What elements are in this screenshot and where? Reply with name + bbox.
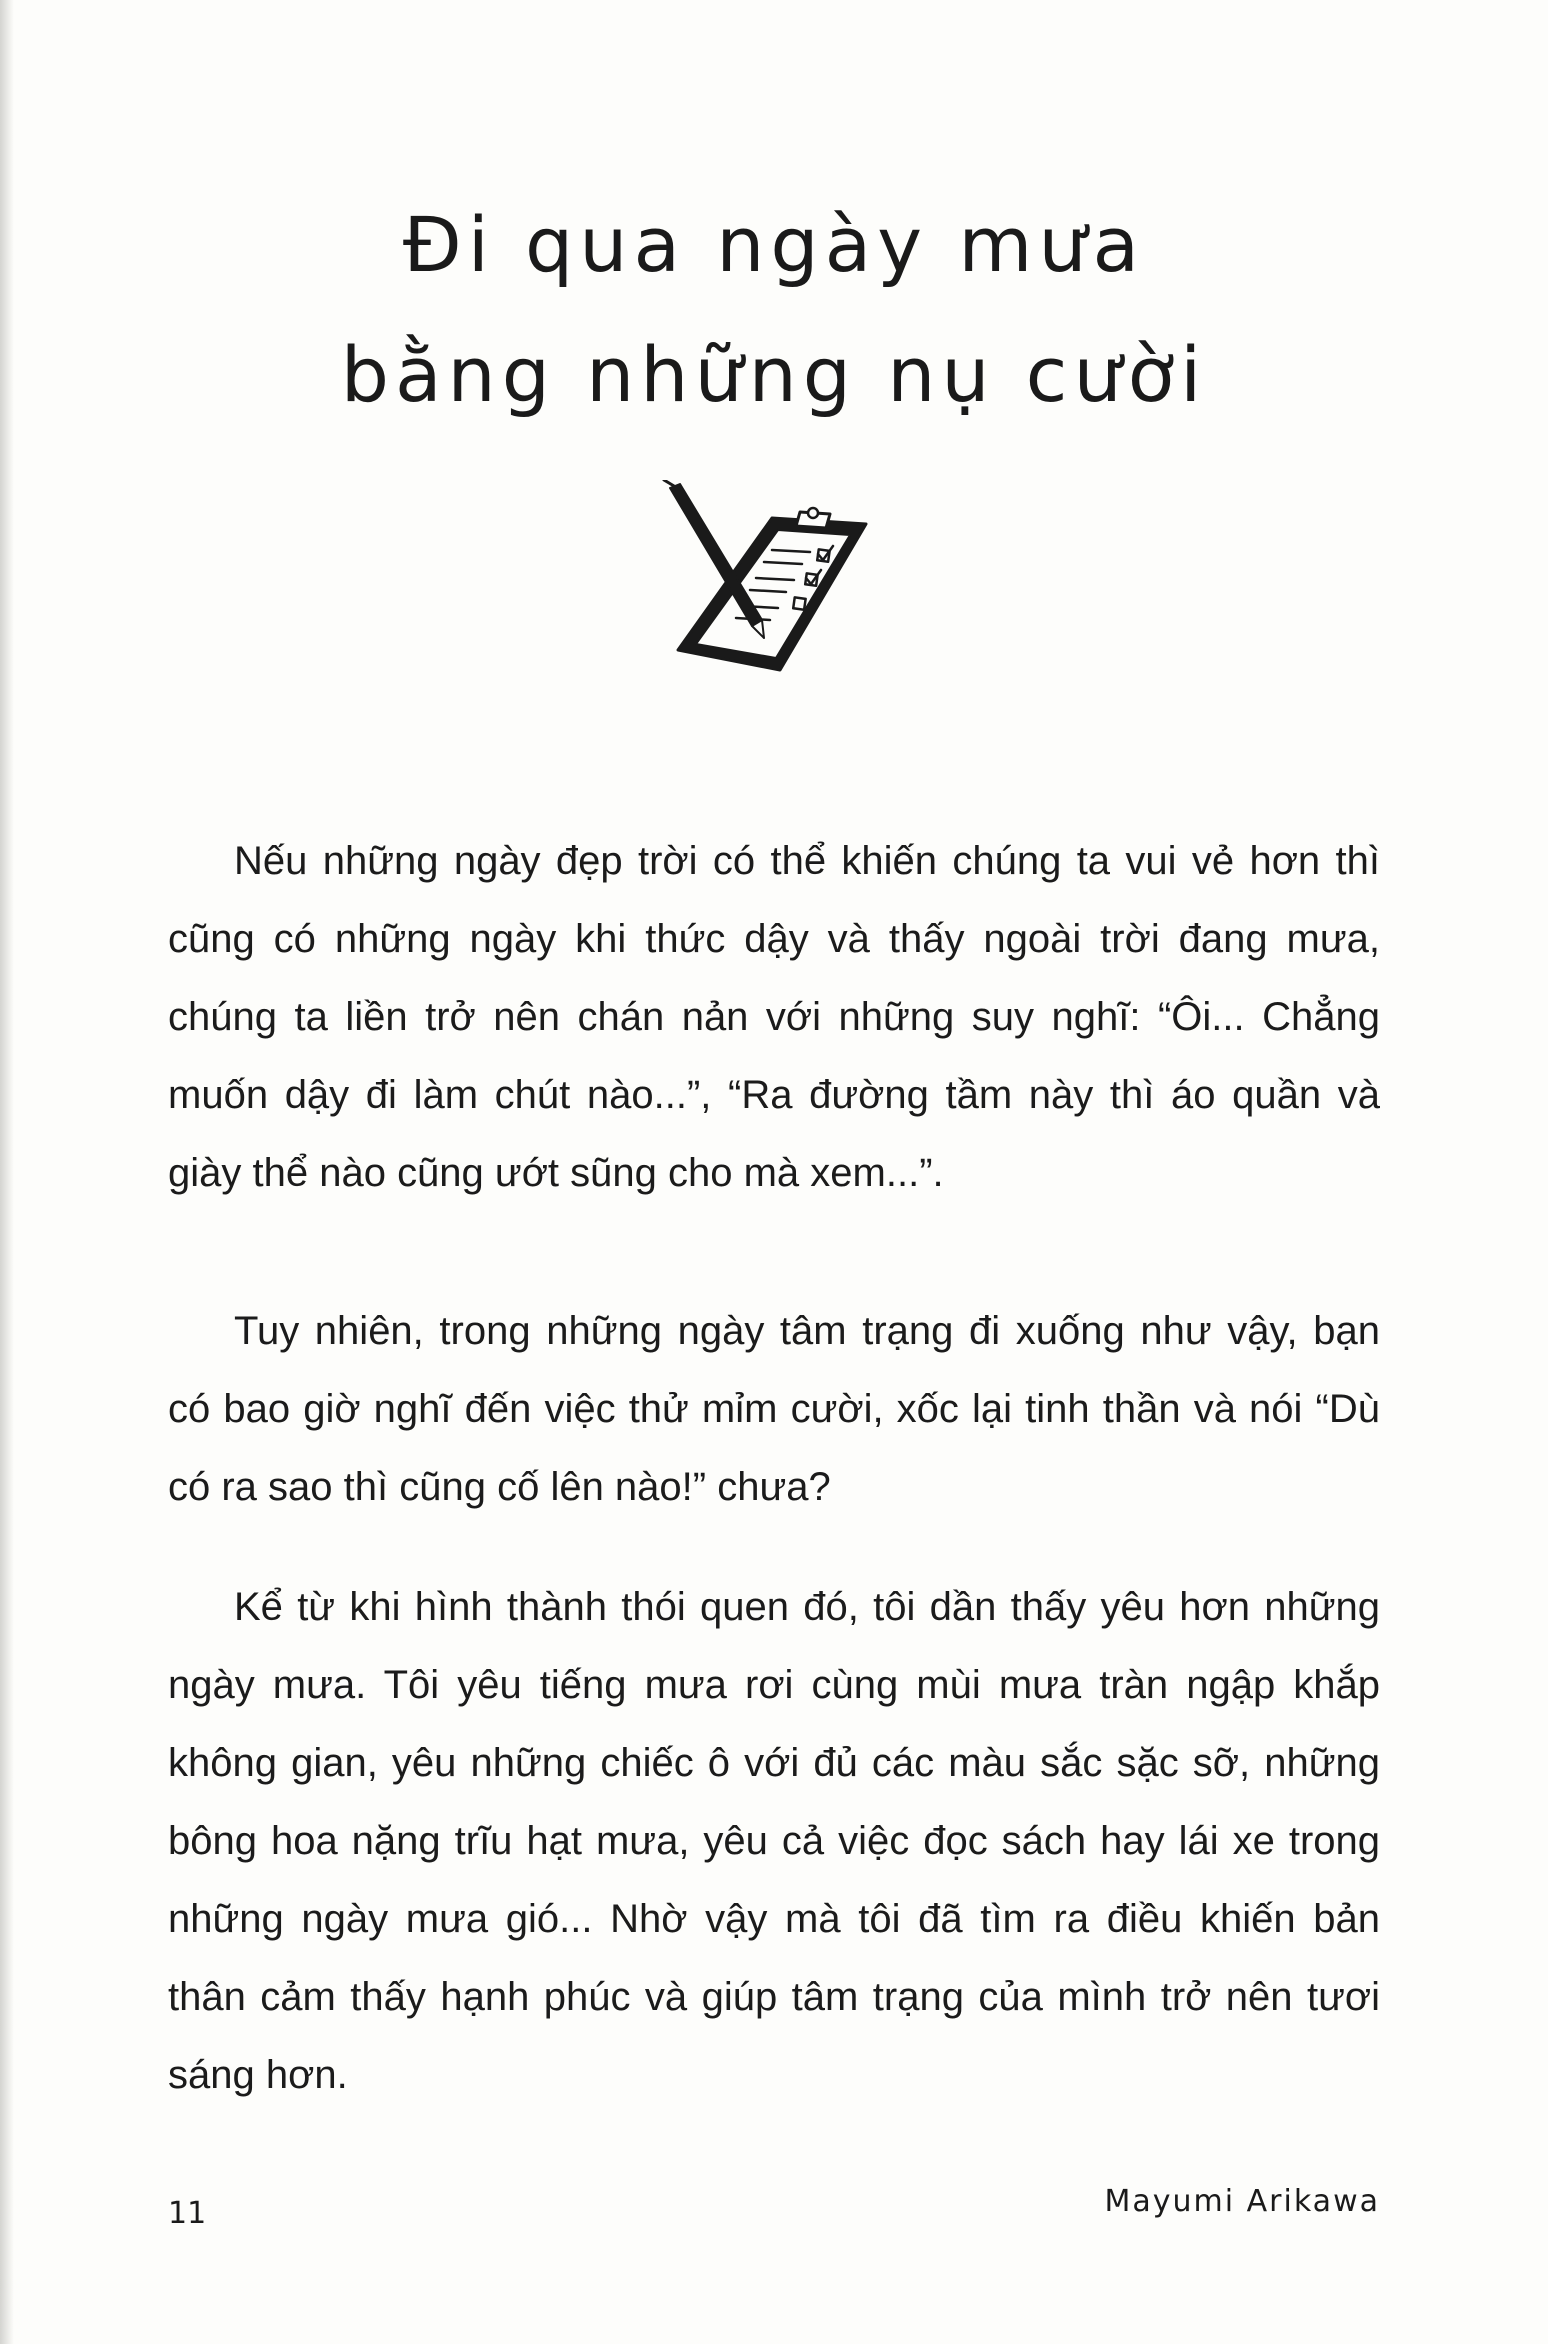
paragraph-2: Tuy nhiên, trong những ngày tâm trạng đi xuống như vậy, bạn có bao giờ nghĩ đến việc thử mỉm cười, xốc lại tinh thần và nói “Dù có ra sao thì cũng cố lên nào!” chưa? — [168, 1309, 1380, 1509]
page-number: 11 — [168, 2196, 207, 2231]
chapter-title-line-2: bằng những nụ cười — [340, 330, 1208, 419]
paragraph-3: Kể từ khi hình thành thói quen đó, tôi dần thấy yêu hơn những ngày mưa. Tôi yêu tiếng mưa rơi cùng mùi mưa tràn ngập khắp không gian, yêu những chiếc ô với đủ các màu sắc sặc sỡ, những bông hoa nặng trĩu hạt mưa, yêu cả việc đọc sách hay lái xe trong những ngày mưa gió... Nhờ vậy mà tôi đã tìm ra điều khiến bản thân cảm thấy hạnh phúc và giúp tâm trạng của mình trở nên tươi sáng hơn. — [168, 1585, 1380, 2097]
clipboard-checklist-with-pen-icon — [660, 480, 900, 680]
chapter-title-line-1: Đi qua ngày mưa — [402, 200, 1146, 289]
paragraph-1: Nếu những ngày đẹp trời có thể khiến chúng ta vui vẻ hơn thì cũng có những ngày khi thức dậy và thấy ngoài trời đang mưa, chúng ta liền trở nên chán nản với những suy nghĩ: “Ôi... Chẳng muốn dậy đi làm chút nào...”, “Ra đường tầm này thì áo quần và giày thể nào cũng ướt sũng cho mà xem...”. — [168, 839, 1380, 1195]
author-name: Mayumi Arikawa — [1104, 2184, 1380, 2219]
